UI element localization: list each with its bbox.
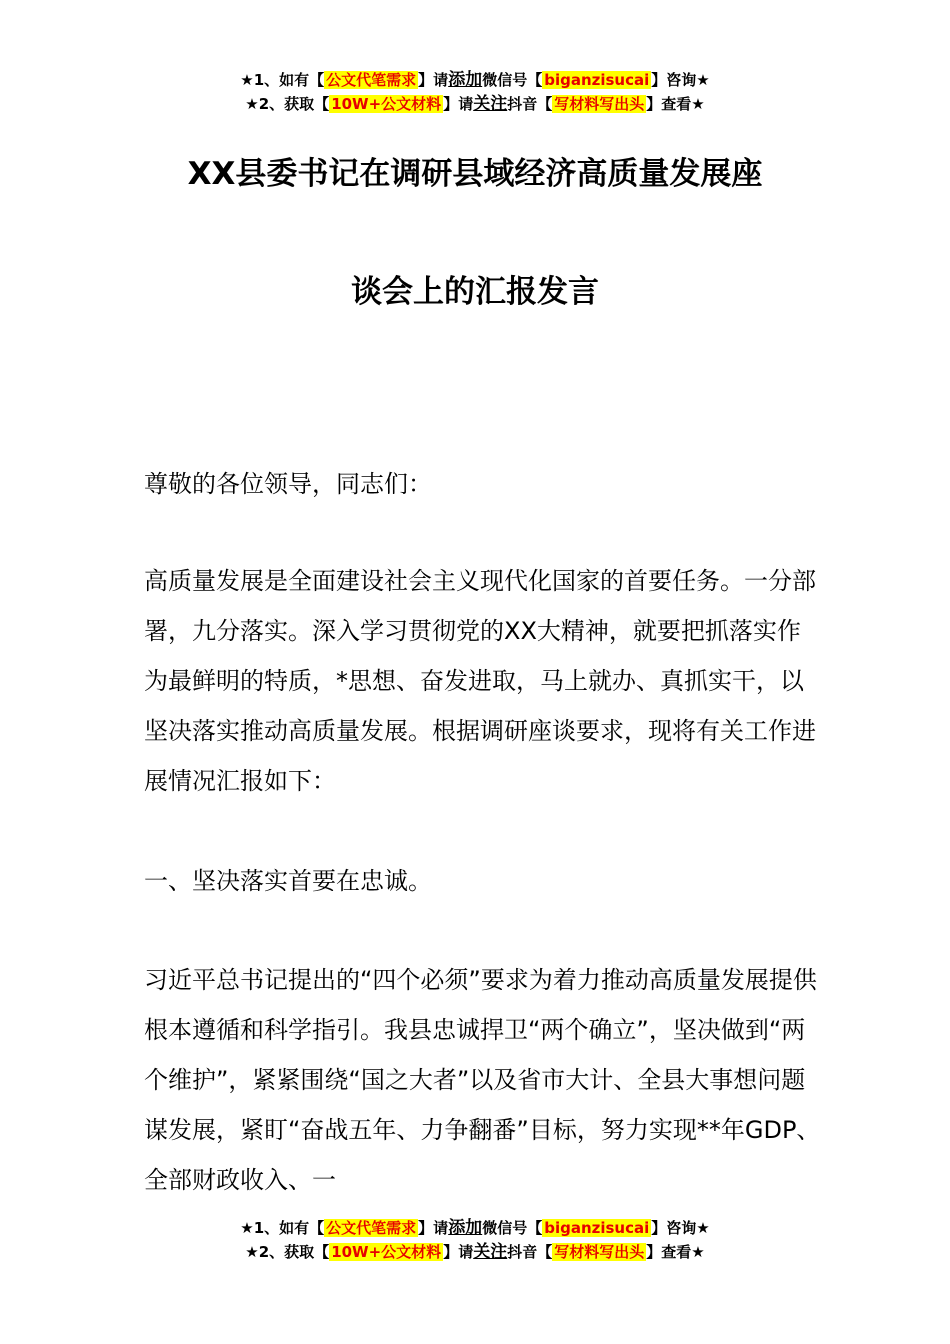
banner-text: 】请 <box>418 71 449 89</box>
banner-text: 】请 <box>443 1243 474 1261</box>
banner-text: 抖音【 <box>507 95 553 113</box>
highlight-service: 公文代笔需求 <box>326 71 417 89</box>
banner-text: 抖音【 <box>507 1243 553 1261</box>
underlined-text: 关注 <box>473 94 508 114</box>
banner-text: ★1、如有【 <box>240 71 325 89</box>
banner-text: ★2、获取【 <box>245 1243 330 1261</box>
banner-text: ★1、如有【 <box>240 1219 325 1237</box>
underlined-text: 添加 <box>448 70 483 90</box>
banner-text: ★2、获取【 <box>245 95 330 113</box>
banner-line-2 <box>0 1240 950 1264</box>
document-title-line-2: 谈会上的汇报发言 <box>351 274 599 310</box>
banner-line-2 <box>0 92 950 116</box>
banner-text: 】请 <box>418 1219 449 1237</box>
banner-text: 】查看★ <box>646 95 705 113</box>
banner-line-1 <box>0 68 950 92</box>
footer-banner <box>0 1216 950 1264</box>
highlight-service: 公文代笔需求 <box>326 1219 417 1237</box>
highlight-douyin-account: 写材料写出头 <box>554 95 645 113</box>
salutation: 尊敬的各位领导，同志们： <box>144 470 432 498</box>
banner-text: 微信号【 <box>482 71 543 89</box>
banner-text: 】咨询★ <box>651 1219 710 1237</box>
highlight-materials: 10W+公文材料 <box>331 1243 442 1261</box>
intro-paragraph: 高质量发展是全面建设社会主义现代化国家的首要任务。一分部署，九分落实。深入学习贯彻党的XX大精神，就要把抓落实作为最鲜明的特质，*思想、奋发进取，马上就办、真抓实干，以坚决落实推动高质量发展。根据调研座谈要求，现将有关工作进展情况汇报如下： <box>144 567 816 795</box>
highlight-materials: 10W+公文材料 <box>331 95 442 113</box>
underlined-text: 添加 <box>448 1218 483 1238</box>
banner-text: 】请 <box>443 95 474 113</box>
underlined-text: 关注 <box>473 1242 508 1262</box>
section-heading: 一、坚决落实首要在忠诚。 <box>144 867 432 895</box>
banner-text: 】查看★ <box>646 1243 705 1261</box>
section-body-paragraph: 习近平总书记提出的“四个必须”要求为着力推动高质量发展提供根本遵循和科学指引。我县忠诚捍卫“两个确立”，坚决做到“两个维护”，紧紧围绕“国之大者”以及省市大计、全县大事想问题谋发展，紧盯“奋战五年、力争翻番”目标，努力实现**年GDP、全部财政收入、一 <box>144 966 821 1194</box>
highlight-wechat-id: biganzisucai <box>544 1219 650 1237</box>
document-title-line-1: XX县委书记在调研县域经济高质量发展座 <box>187 156 763 192</box>
highlight-douyin-account: 写材料写出头 <box>554 1243 645 1261</box>
header-banner <box>0 68 950 116</box>
banner-text: 微信号【 <box>482 1219 543 1237</box>
banner-text: 】咨询★ <box>651 71 710 89</box>
banner-line-1 <box>0 1216 950 1240</box>
highlight-wechat-id: biganzisucai <box>544 71 650 89</box>
